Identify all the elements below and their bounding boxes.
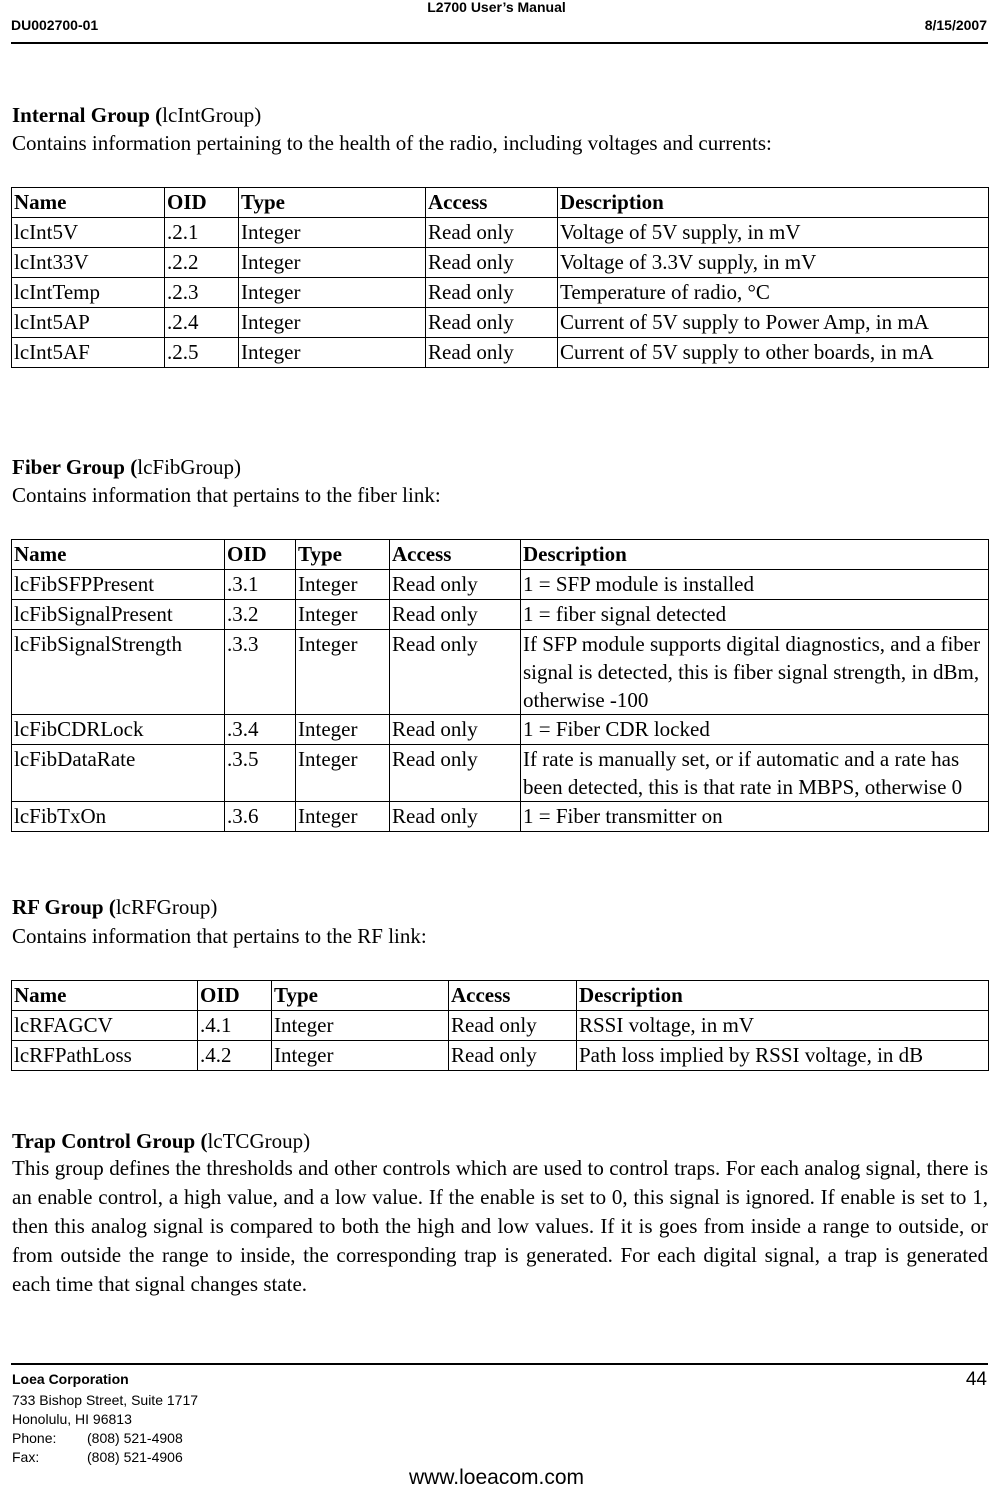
footer-website: www.loeacom.com xyxy=(408,1466,585,1489)
table-row: lcFibSignalStrength .3.3 Integer Read only If SFP module supports digital diagnostics, and a fiber signal is detected, this is fiber signal strength, in dBm, otherwise -100 xyxy=(12,630,989,715)
page-number: 44 xyxy=(965,1369,987,1390)
col-name: Name xyxy=(12,981,198,1011)
table-header-row xyxy=(12,540,989,570)
trap-group-paragraph: This group defines the thresholds and other controls which are used to control traps. For each analog signal, there is an enable control, a high value, and a low value. If the enable is set to 0, this signal is ignored. If enable is set to 1, then this analog signal is compared to both the high and low values. If it is goes from inside a range to outside, or from outside the range to inside, the corresponding trap is generated. For each digital signal, a trap is generated each time that signal changes state. xyxy=(12,1156,988,1296)
trap-group-title: Trap Control Group (lcTCGroup) xyxy=(12,1129,311,1153)
col-type: Type xyxy=(272,981,449,1011)
internal-group-table xyxy=(11,187,989,368)
col-access: Access xyxy=(390,540,521,570)
table-row: lcInt5V .2.1 Integer Read only Voltage of 5V supply, in mV xyxy=(12,218,989,248)
table-row: lcFibSFPPresent .3.1 Integer Read only 1 = SFP module is installed xyxy=(12,570,989,600)
table-header-row xyxy=(12,188,989,218)
col-oid: OID xyxy=(225,540,296,570)
footer-fax: Fax: (808) 521-4906 xyxy=(12,1449,183,1465)
fiber-group-table xyxy=(11,539,989,832)
col-type: Type xyxy=(239,188,426,218)
table-row: lcFibSignalPresent .3.2 Integer Read only 1 = fiber signal detected xyxy=(12,600,989,630)
col-description: Description xyxy=(558,188,989,218)
table-row: lcFibDataRate .3.5 Integer Read only If rate is manually set, or if automatic and a rate has been detected, this is that rate in MBPS, otherwise 0 xyxy=(12,745,989,802)
footer-address-line1: 733 Bishop Street, Suite 1717 xyxy=(12,1392,199,1408)
col-type: Type xyxy=(296,540,390,570)
footer-company: Loea Corporation xyxy=(12,1371,129,1387)
table-row: lcRFPathLoss .4.2 Integer Read only Path loss implied by RSSI voltage, in dB xyxy=(12,1041,989,1071)
col-description: Description xyxy=(521,540,989,570)
col-access: Access xyxy=(426,188,558,218)
col-oid: OID xyxy=(165,188,239,218)
doc-date: 8/15/2007 xyxy=(924,17,987,33)
fiber-group-title: Fiber Group (lcFibGroup) xyxy=(12,455,242,479)
col-description: Description xyxy=(577,981,989,1011)
rf-group-title: RF Group (lcRFGroup) xyxy=(12,895,218,919)
col-name: Name xyxy=(12,188,165,218)
table-row: lcInt5AF .2.5 Integer Read only Current of 5V supply to other boards, in mA xyxy=(12,338,989,368)
table-row: lcFibCDRLock .3.4 Integer Read only 1 = Fiber CDR locked xyxy=(12,715,989,745)
internal-group-description: Contains information pertaining to the health of the radio, including voltages and currents: xyxy=(12,131,772,155)
table-row: lcInt33V .2.2 Integer Read only Voltage of 3.3V supply, in mV xyxy=(12,248,989,278)
rf-group-description: Contains information that pertains to the RF link: xyxy=(12,924,427,948)
table-row: lcRFAGCV .4.1 Integer Read only RSSI voltage, in mV xyxy=(12,1011,989,1041)
footer-phone: Phone: (808) 521-4908 xyxy=(12,1430,183,1446)
doc-id: DU002700-01 xyxy=(11,17,99,33)
table-header-row xyxy=(12,981,989,1011)
table-row: lcFibTxOn .3.6 Integer Read only 1 = Fiber transmitter on xyxy=(12,802,989,832)
footer-address-line2: Honolulu, HI 96813 xyxy=(12,1411,132,1427)
manual-title: L2700 User’s Manual xyxy=(427,0,566,15)
table-row: lcIntTemp .2.3 Integer Read only Temperature of radio, °C xyxy=(12,278,989,308)
footer-rule xyxy=(11,1363,988,1365)
header-rule xyxy=(11,42,988,44)
col-access: Access xyxy=(449,981,577,1011)
fiber-group-description: Contains information that pertains to the fiber link: xyxy=(12,483,441,507)
rf-group-table xyxy=(11,980,989,1071)
table-row: lcInt5AP .2.4 Integer Read only Current of 5V supply to Power Amp, in mA xyxy=(12,308,989,338)
col-name: Name xyxy=(12,540,225,570)
internal-group-title: Internal Group (lcIntGroup) xyxy=(12,103,262,127)
col-oid: OID xyxy=(198,981,272,1011)
